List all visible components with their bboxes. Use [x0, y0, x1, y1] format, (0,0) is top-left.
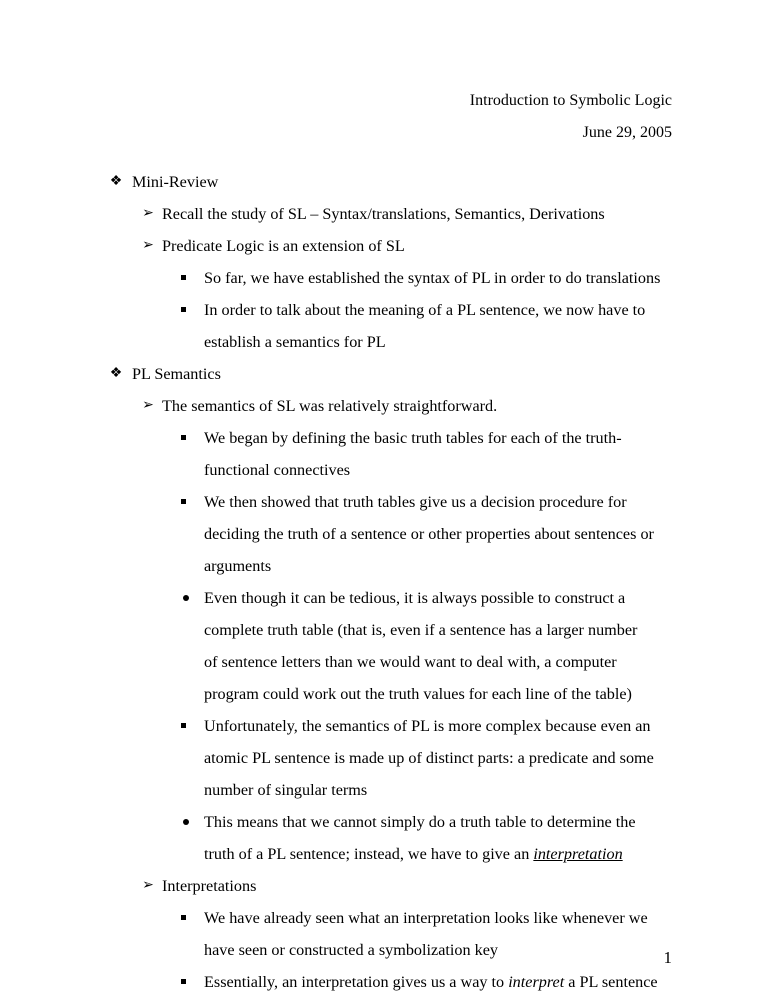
square-bullet-icon [181, 275, 186, 280]
arrow-bullet-icon: ➢ [142, 878, 154, 893]
square-bullet-icon [181, 499, 186, 504]
emphasis-interpretation: interpretation [533, 845, 623, 863]
header-date: June 29, 2005 [582, 124, 672, 141]
detail-cannot-line1: This means that we cannot simply do a truth table to determine the [204, 813, 636, 831]
subpoint-unfortunately-line1: Unfortunately, the semantics of PL is more complex because even an [204, 717, 651, 735]
diamond-bullet-icon: ❖ [109, 366, 123, 381]
point-interpretations: Interpretations [162, 877, 257, 895]
subpoint-truth-tables-line2: functional connectives [204, 461, 351, 479]
square-bullet-icon [181, 435, 186, 440]
round-bullet-icon [183, 819, 189, 825]
square-bullet-icon [181, 723, 186, 728]
subpoint-seen-line1: We have already seen what an interpretation looks like whenever we [204, 909, 648, 927]
subpoint-unfortunately-line2: atomic PL sentence is made up of distinct parts: a predicate and some [204, 749, 654, 767]
emphasis-interpret: interpret [508, 973, 565, 991]
subpoint-unfortunately-line3: number of singular terms [204, 781, 368, 799]
section-heading-mini-review: Mini-Review [132, 173, 219, 191]
square-bullet-icon [181, 979, 186, 984]
subpoint-seen-line2: have seen or constructed a symbolization key [204, 941, 498, 959]
point-recall-sl: Recall the study of SL – Syntax/translations, Semantics, Derivations [162, 205, 605, 223]
page-number: 1 [663, 948, 672, 967]
subpoint-syntax: So far, we have established the syntax of PL in order to do translations [204, 269, 661, 287]
round-bullet-icon [183, 595, 189, 601]
detail-tedious-line2: complete truth table (that is, even if a sentence has a larger number [204, 621, 638, 639]
point-semantics-sl: The semantics of SL was relatively straightforward. [162, 397, 498, 415]
subpoint-decision-line1: We then showed that truth tables give us a decision procedure for [204, 493, 627, 511]
detail-tedious-line3: of sentence letters than we would want to deal with, a computer [204, 653, 617, 671]
subpoint-truth-tables-line1: We began by defining the basic truth tables for each of the truth- [204, 429, 622, 447]
point-predicate-logic: Predicate Logic is an extension of SL [162, 237, 405, 255]
header-title: Introduction to Symbolic Logic [469, 92, 672, 109]
subpoint-decision-line3: arguments [204, 557, 272, 575]
subpoint-decision-line2: deciding the truth of a sentence or other properties about sentences or [204, 525, 654, 543]
subpoint-meaning-line2: establish a semantics for PL [204, 333, 386, 351]
arrow-bullet-icon: ➢ [142, 238, 154, 253]
detail-tedious-line1: Even though it can be tedious, it is always possible to construct a [204, 589, 626, 607]
detail-cannot-line2: truth of a PL sentence; instead, we have to give an interpretation [204, 845, 623, 863]
section-heading-pl-semantics: PL Semantics [132, 365, 221, 383]
square-bullet-icon [181, 307, 186, 312]
subpoint-essentially: Essentially, an interpretation gives us a way to interpret a PL sentence [204, 973, 658, 991]
detail-tedious-line4: program could work out the truth values for each line of the table) [204, 685, 632, 703]
arrow-bullet-icon: ➢ [142, 398, 154, 413]
square-bullet-icon [181, 915, 186, 920]
subpoint-meaning-line1: In order to talk about the meaning of a PL sentence, we now have to [204, 301, 646, 319]
arrow-bullet-icon: ➢ [142, 206, 154, 221]
diamond-bullet-icon: ❖ [109, 174, 123, 189]
